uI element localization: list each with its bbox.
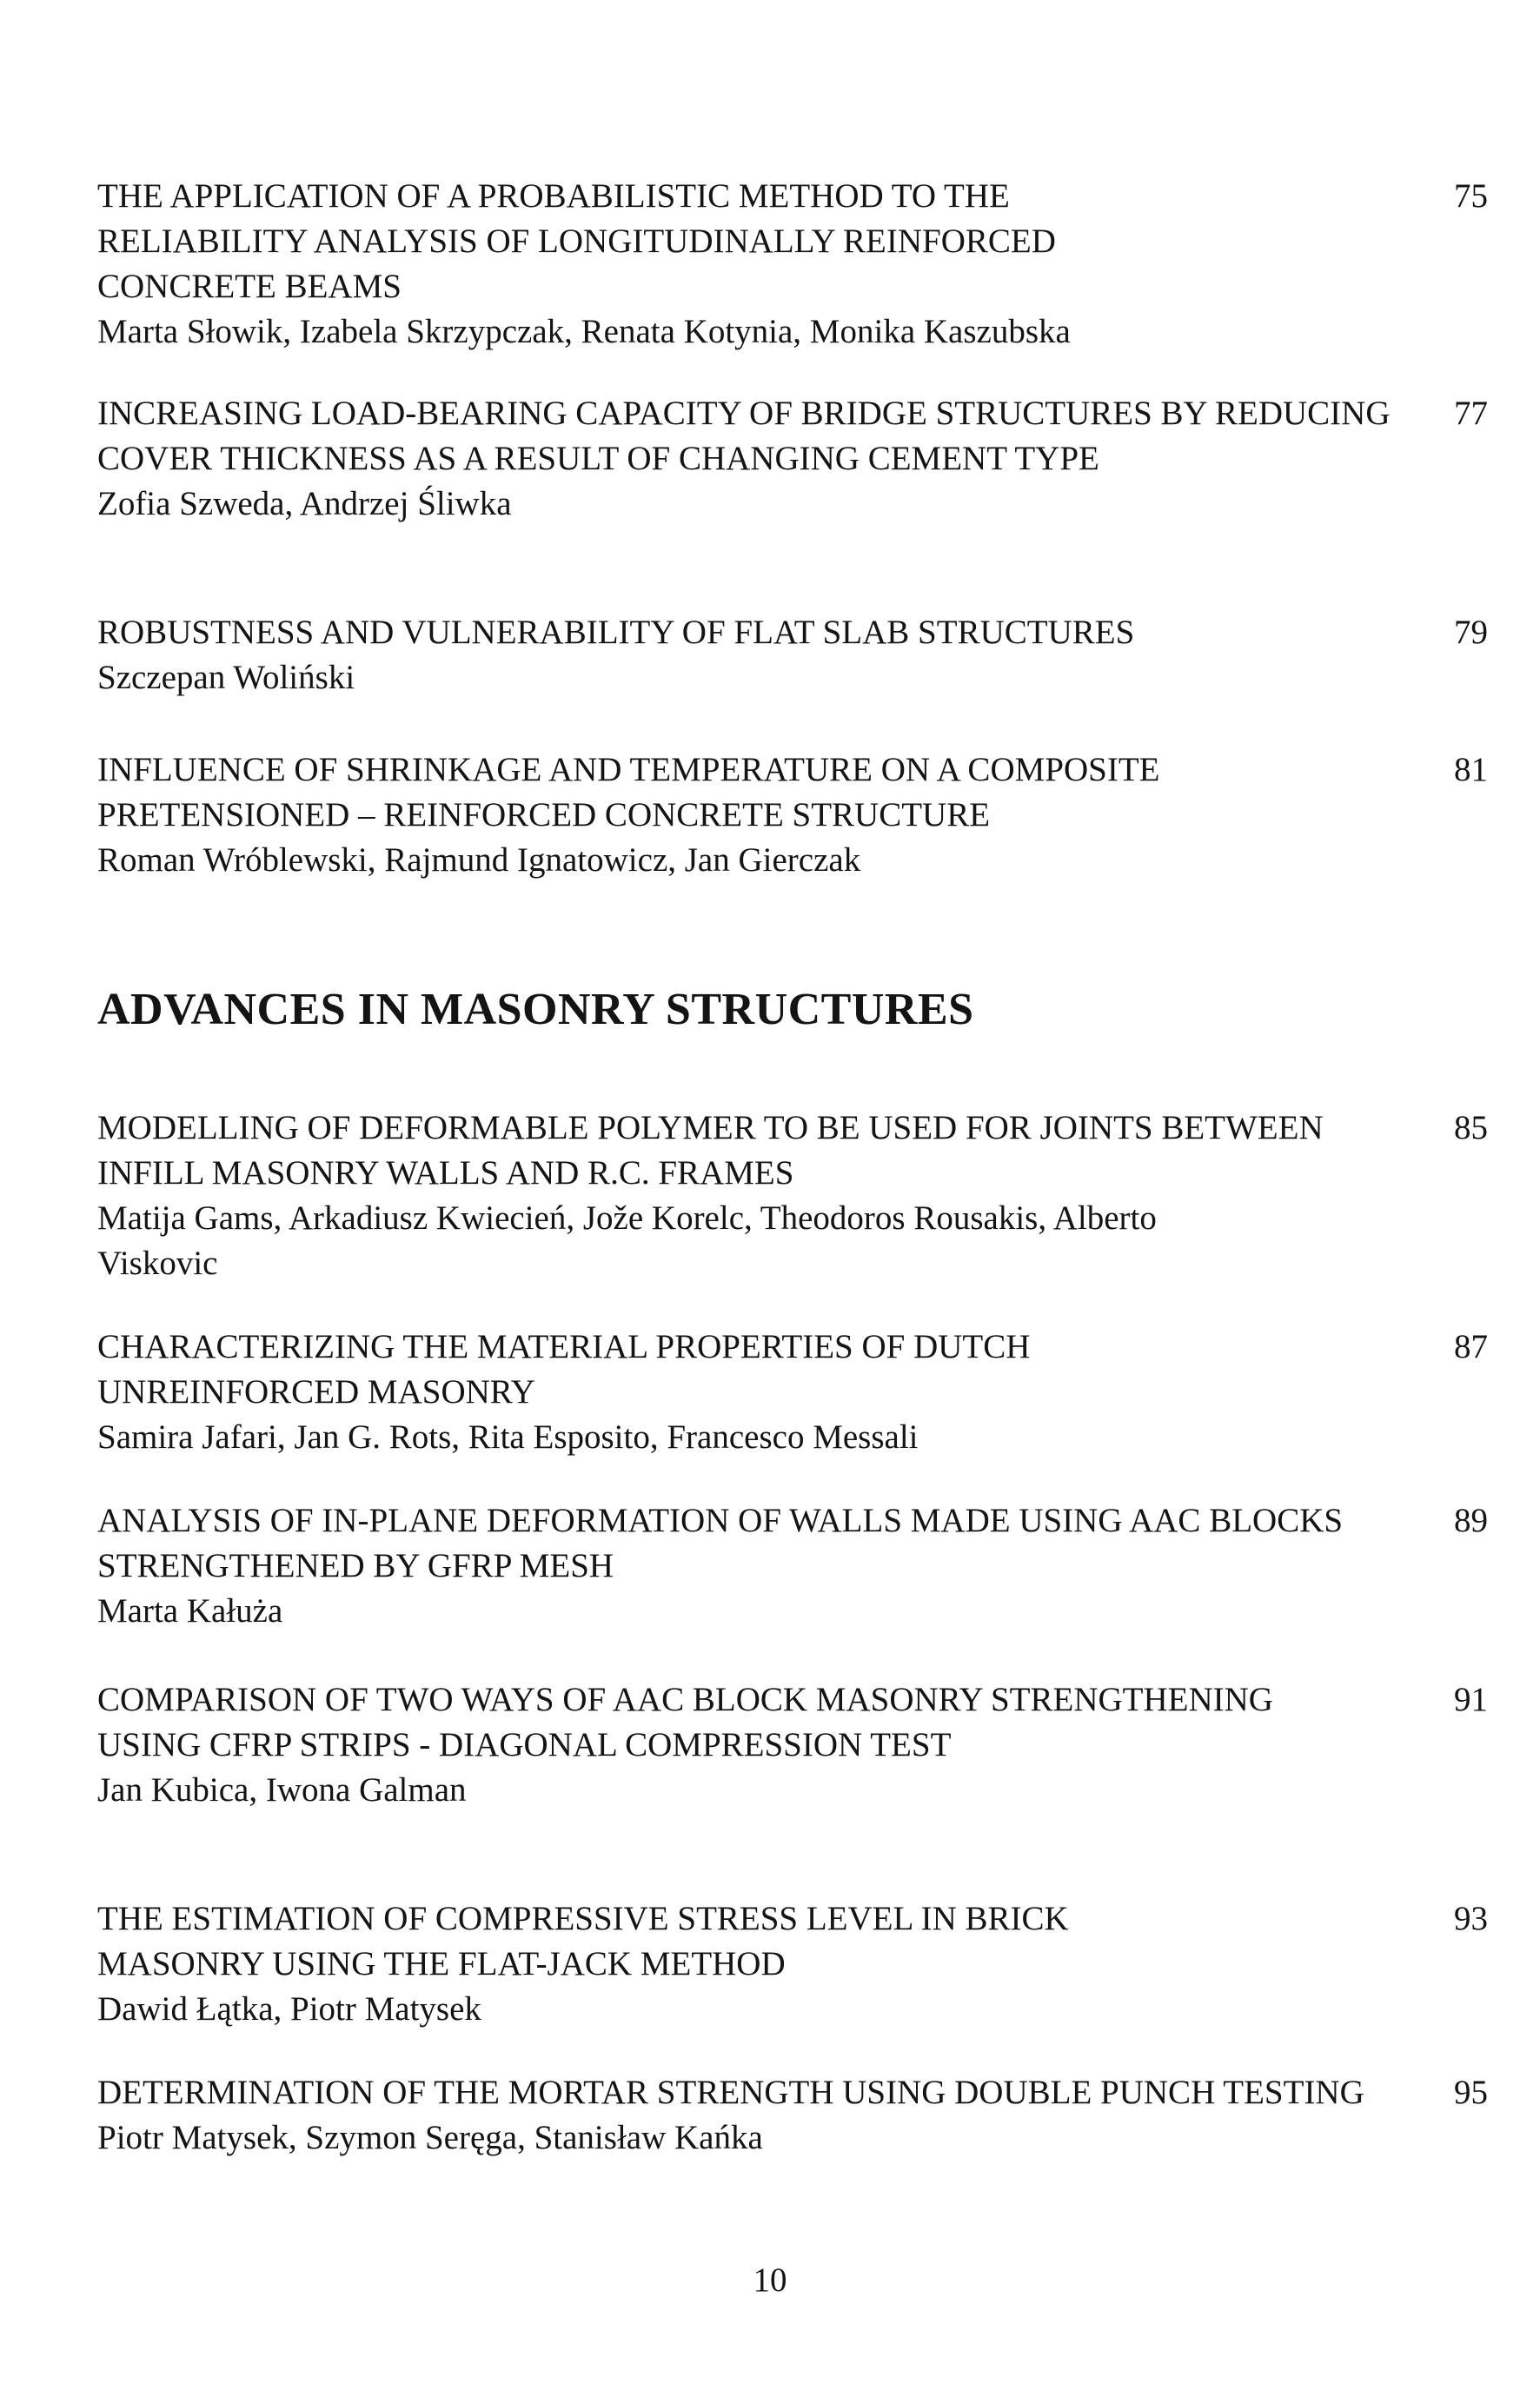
toc-entry (97, 391, 1488, 527)
entry-page-number: 77 (1454, 395, 1488, 432)
entry-page-number: 93 (1454, 1900, 1488, 1937)
entry-authors: Piotr Matysek, Szymon Seręga, Stanisław Kańka (97, 2119, 763, 2156)
toc-entry (97, 1498, 1488, 1634)
entry-authors: Samira Jafari, Jan G. Rots, Rita Esposito, Francesco Messali (97, 1418, 919, 1456)
toc-entry (97, 1106, 1488, 1286)
entry-title: ROBUSTNESS AND VULNERABILITY OF FLAT SLAB STRUCTURES (97, 614, 1135, 651)
entry-page-number: 85 (1454, 1109, 1488, 1146)
entry-authors: Zofia Szweda, Andrzej Śliwka (97, 485, 512, 522)
toc-entry (97, 1896, 1488, 2032)
toc-entry (97, 747, 1488, 883)
footer-page-number: 10 (753, 2261, 787, 2299)
toc-entry (97, 2070, 1488, 2161)
entry-page-number: 95 (1454, 2074, 1488, 2111)
toc-entry (97, 174, 1488, 355)
entry-title: INFLUENCE OF SHRINKAGE AND TEMPERATURE ON A COMPOSITE PRETENSIONED – REINFORCED CONCRETE STRUCTURE (97, 751, 1160, 833)
entry-page-number: 75 (1454, 177, 1488, 215)
entry-title: COMPARISON OF TWO WAYS OF AAC BLOCK MASONRY STRENGTHENING USING CFRP STRIPS - DIAGONAL COMPRESSION TEST (97, 1681, 1273, 1763)
entry-authors: Jan Kubica, Iwona Galman (97, 1771, 467, 1809)
entry-page-number: 79 (1454, 614, 1488, 651)
section-heading: ADVANCES IN MASONRY STRUCTURES (97, 985, 974, 1034)
entry-page-number: 89 (1454, 1502, 1488, 1539)
toc-entry (97, 1677, 1488, 1813)
entry-authors: Marta Słowik, Izabela Skrzypczak, Renata Kotynia, Monika Kaszubska (97, 313, 1071, 350)
entry-title: INCREASING LOAD-BEARING CAPACITY OF BRIDGE STRUCTURES BY REDUCING COVER THICKNESS AS A RESULT OF CHANGING CEMENT TYPE (97, 395, 1391, 477)
toc-entry (97, 610, 1488, 701)
entry-authors: Roman Wróblewski, Rajmund Ignatowicz, Jan Gierczak (97, 841, 861, 879)
entry-title: ANALYSIS OF IN-PLANE DEFORMATION OF WALLS MADE USING AAC BLOCKS STRENGTHENED BY GFRP MESH (97, 1502, 1344, 1584)
entry-authors: Dawid Łątka, Piotr Matysek (97, 1990, 481, 2028)
entry-title: CHARACTERIZING THE MATERIAL PROPERTIES OF DUTCH UNREINFORCED MASONRY (97, 1328, 1031, 1411)
entry-page-number: 91 (1454, 1681, 1488, 1718)
entry-title: DETERMINATION OF THE MORTAR STRENGTH USING DOUBLE PUNCH TESTING (97, 2074, 1364, 2111)
entry-authors: Szczepan Woliński (97, 659, 355, 696)
entry-authors: Marta Kałuża (97, 1592, 283, 1630)
entry-page-number: 87 (1454, 1328, 1488, 1365)
entry-title: THE APPLICATION OF A PROBABILISTIC METHOD TO THE RELIABILITY ANALYSIS OF LONGITUDINALLY REINFORCED CONCRETE BEAMS (97, 177, 1056, 305)
entry-title: MODELLING OF DEFORMABLE POLYMER TO BE USED FOR JOINTS BETWEEN INFILL MASONRY WALLS AND R.C. FRAMES (97, 1109, 1324, 1192)
entry-page-number: 81 (1454, 751, 1488, 788)
entry-title: THE ESTIMATION OF COMPRESSIVE STRESS LEVEL IN BRICK MASONRY USING THE FLAT-JACK METHOD (97, 1900, 1069, 1982)
toc-entry (97, 1325, 1488, 1460)
entry-authors: Matija Gams, Arkadiusz Kwiecień, Jože Korelc, Theodoros Rousakis, Alberto Viskovic (97, 1199, 1157, 1282)
